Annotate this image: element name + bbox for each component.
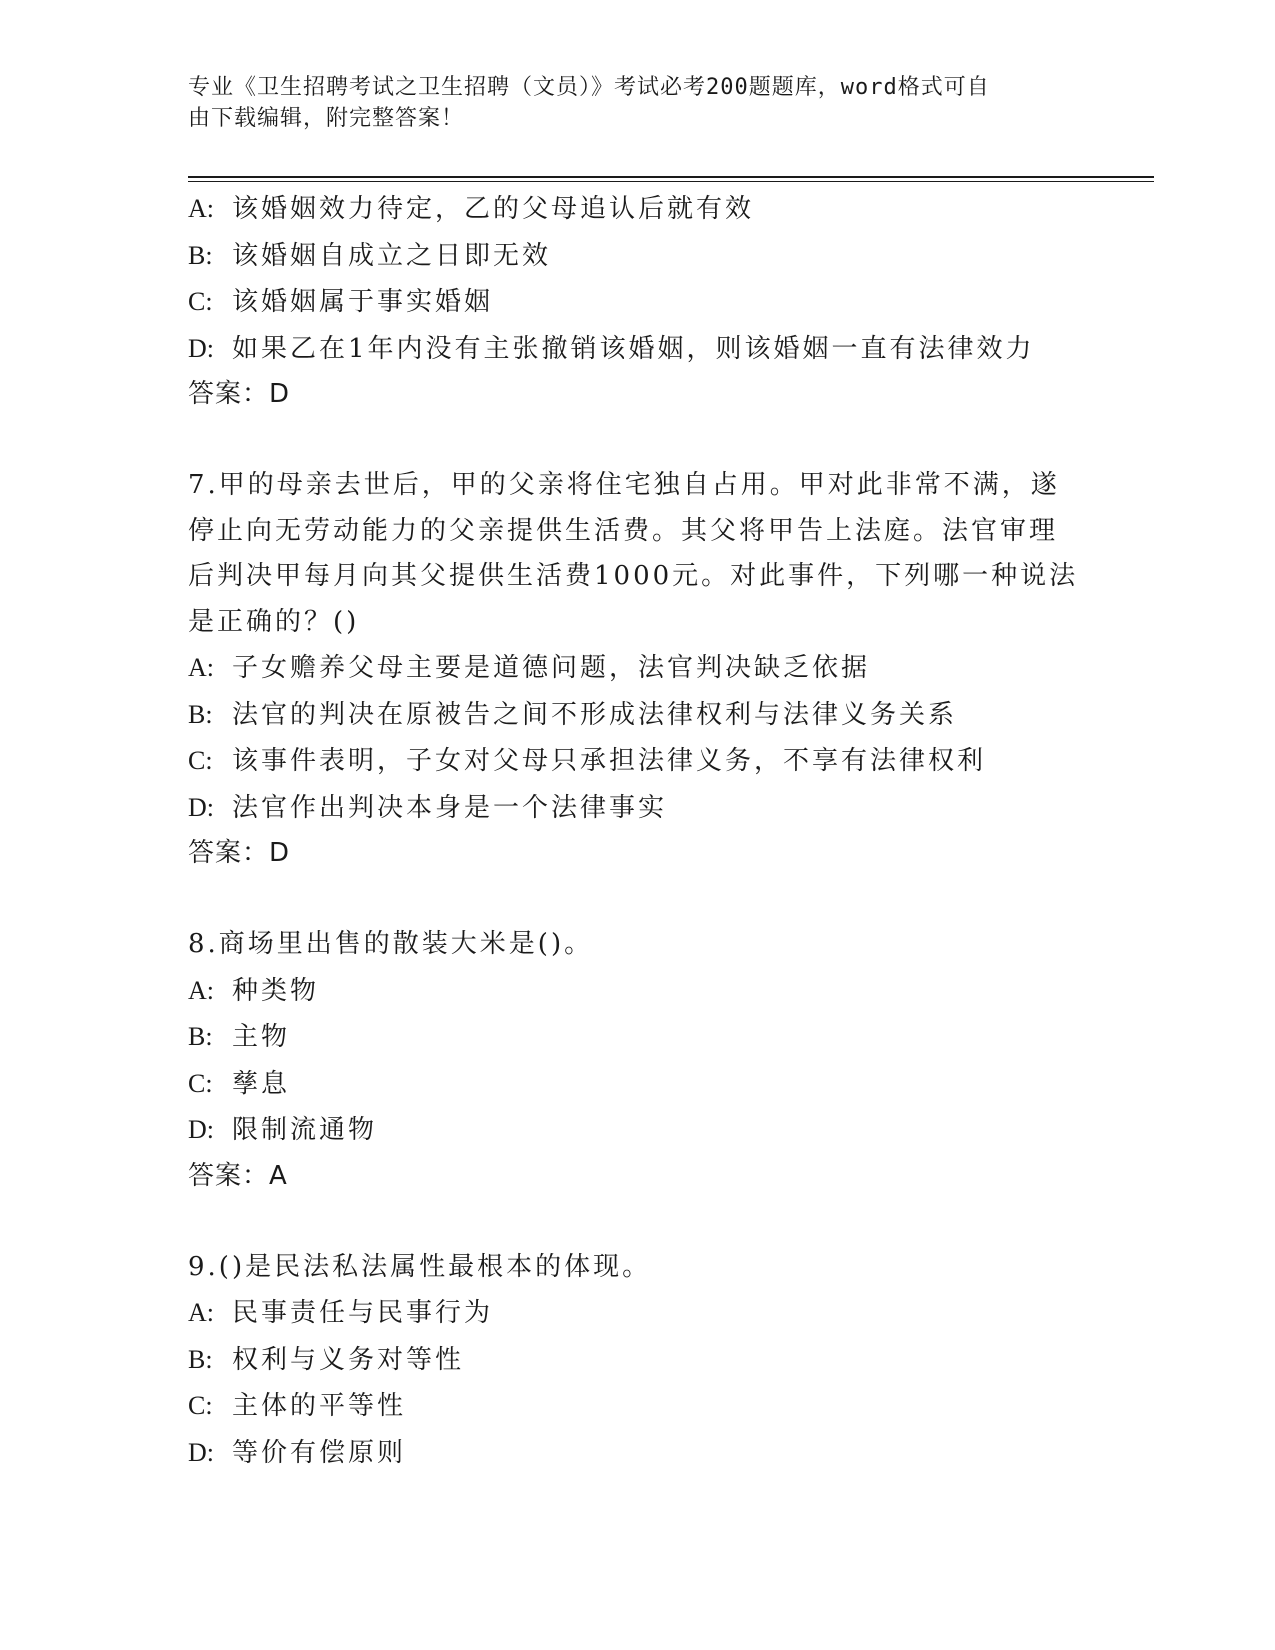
- option-a: [188, 186, 1088, 233]
- answer-line: 答案：D: [188, 379, 291, 409]
- option-text: 该婚姻自成立之日即无效: [232, 240, 552, 271]
- option-c: [188, 738, 1088, 785]
- question-stem: [188, 463, 1088, 645]
- option-key: D:: [188, 792, 214, 822]
- question-stem: [188, 922, 1088, 968]
- option-b: [188, 1337, 1088, 1384]
- stem-line: 8.商场里出售的散装大米是()。: [188, 929, 594, 959]
- question-8: [188, 922, 1088, 1199]
- question-stem: [188, 1245, 1088, 1291]
- option-text: 主体的平等性: [232, 1391, 407, 1421]
- option-c: [188, 279, 1088, 326]
- header-line-1: 专业《卫生招聘考试之卫生招聘（文员）》考试必考200题题库，word格式可自: [188, 75, 990, 100]
- option-key: B:: [188, 1344, 213, 1374]
- option-text: 该事件表明，子女对父母只承担法律义务，不享有法律权利: [232, 746, 987, 776]
- option-b: [188, 1014, 1088, 1061]
- option-text: 法官作出判决本身是一个法律事实: [232, 792, 668, 823]
- option-c: [188, 1383, 1088, 1430]
- option-text: 权利与义务对等性: [232, 1344, 465, 1375]
- option-text: 法官的判决在原被告之间不形成法律权利与法律义务关系: [232, 699, 958, 730]
- option-d: [188, 1107, 1088, 1154]
- option-d: [188, 326, 1088, 373]
- option-text: 主物: [232, 1022, 291, 1052]
- option-key: C:: [188, 287, 213, 316]
- option-a: [188, 968, 1088, 1015]
- option-a: [188, 645, 1088, 692]
- option-key: A:: [188, 653, 214, 682]
- option-key: C:: [188, 1068, 213, 1098]
- option-a: [188, 1290, 1088, 1337]
- option-key: A:: [188, 194, 214, 223]
- stem-line: 9.()是民法私法属性最根本的体现。: [188, 1251, 652, 1282]
- option-key: D:: [188, 1115, 214, 1144]
- question-9: [188, 1245, 1088, 1477]
- header-line-2: 由下载编辑，附完整答案！: [188, 106, 465, 131]
- option-key: B:: [188, 1022, 213, 1051]
- answer-line: 答案：D: [188, 838, 291, 868]
- option-key: C:: [188, 746, 213, 775]
- question-6: [188, 186, 1088, 418]
- option-text: 如果乙在1年内没有主张撤销该婚姻，则该婚姻一直有法律效力: [232, 333, 1035, 364]
- option-key: D:: [188, 1437, 214, 1467]
- option-text: 等价有偿原则: [232, 1437, 407, 1468]
- option-text: 限制流通物: [232, 1115, 378, 1145]
- option-key: C:: [188, 1391, 213, 1420]
- header-divider-thin: [188, 181, 1154, 182]
- option-d: [188, 785, 1088, 832]
- answer-line: 答案：A: [188, 1160, 288, 1191]
- option-text: 孳息: [232, 1068, 291, 1099]
- option-key: B:: [188, 699, 213, 729]
- option-key: D:: [188, 333, 214, 363]
- option-text: 该婚姻属于事实婚姻: [232, 287, 494, 317]
- option-key: B:: [188, 240, 213, 270]
- option-key: A:: [188, 1298, 214, 1327]
- question-list: [188, 186, 1088, 1476]
- option-text: 子女赡养父母主要是道德问题，法官判决缺乏依据: [232, 653, 871, 683]
- option-b: [188, 692, 1088, 739]
- stem-line: 是正确的？(): [188, 606, 360, 637]
- question-7: [188, 463, 1088, 877]
- header-divider-thick: [188, 176, 1154, 178]
- stem-line: 7.甲的母亲去世后，甲的父亲将住宅独自占用。甲对此非常不满，遂: [188, 470, 1060, 500]
- option-b: [188, 233, 1088, 280]
- option-key: A:: [188, 975, 214, 1005]
- option-text: 种类物: [232, 975, 320, 1006]
- option-c: [188, 1061, 1088, 1108]
- option-text: 该婚姻效力待定，乙的父母追认后就有效: [232, 194, 755, 224]
- document-header: [188, 72, 1068, 134]
- option-d: [188, 1430, 1088, 1477]
- option-text: 民事责任与民事行为: [232, 1298, 494, 1328]
- stem-line: 后判决甲每月向其父提供生活费1000元。对此事件，下列哪一种说法: [188, 561, 1079, 591]
- stem-line: 停止向无劳动能力的父亲提供生活费。其父将甲告上法庭。法官审理: [188, 515, 1059, 546]
